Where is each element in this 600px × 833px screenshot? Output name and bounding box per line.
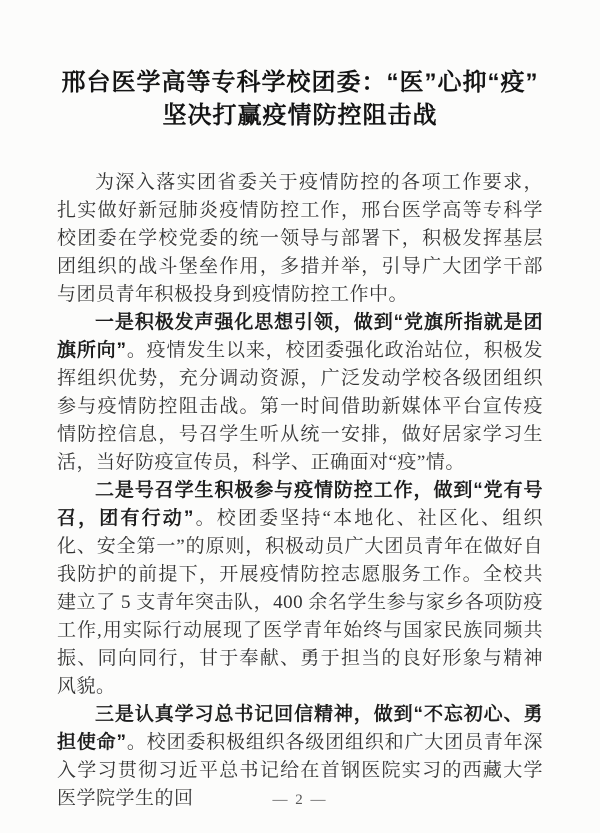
title-line-1: 邢台医学高等专科学校团委：“医”心抑“疫” — [61, 69, 539, 96]
paragraph-point-3-text: 。校团委积极组织各级团组织和广大团员青年深入学习贯彻习近平总书记给在首钢医院实习的西藏大学医学院学生的回 — [57, 732, 543, 809]
paragraph-point-2 — [57, 477, 543, 701]
document-title — [40, 66, 560, 132]
paragraph-intro-text: 为深入落实团省委关于疫情防控的各项工作要求，扎实做好新冠肺炎疫情防控工作，邢台医学高等专科学校团委在学校党委的统一领导与部署下，积极发挥基层团组织的战斗堡垒作用，多措并举，引导广大团学干部与团员青年积极投身到疫情防控工作中。 — [57, 172, 543, 305]
title-line-2: 坚决打赢疫情防控阻击战 — [162, 102, 438, 129]
paragraph-point-2-lead: 二是号召学生积极参与疫情防控工作，做到“党有号召，团有行动” — [57, 480, 543, 529]
paragraph-point-1 — [57, 309, 543, 477]
paragraph-point-1-lead: 一是积极发声强化思想引领，做到“党旗所指就是团旗所向” — [57, 312, 543, 361]
paragraph-intro — [57, 169, 543, 309]
paragraph-point-2-text: 。校团委坚持“本地化、社区化、组织化、安全第一”的原则，积极动员广大团员青年在做好自我防护的前提下，开展疫情防控志愿服务工作。全校共建立了 5 支青年突击队，400 余名学生参与家乡各项防疫工作,用实际行动展现了医学青年始终与国家民族同频共振、同向同行，甘于奉献、勇于担当的良好形象与精神风貌。 — [57, 508, 543, 697]
page-number: — 2 — — [272, 792, 328, 808]
paragraph-point-3-lead: 三是认真学习总书记回信精神，做到“不忘初心、勇担使命” — [57, 704, 543, 753]
paragraph-point-1-text: 。疫情发生以来，校团委强化政治站位，积极发挥组织优势，充分调动资源，广泛发动学校各级团组织参与疫情防控阻击战。第一时间借助新媒体平台宣传疫情防控信息，号召学生听从统一安排，做好居家学习生活，当好防疫宣传员，科学、正确面对“疫”情。 — [57, 340, 543, 473]
document-body — [57, 169, 543, 813]
